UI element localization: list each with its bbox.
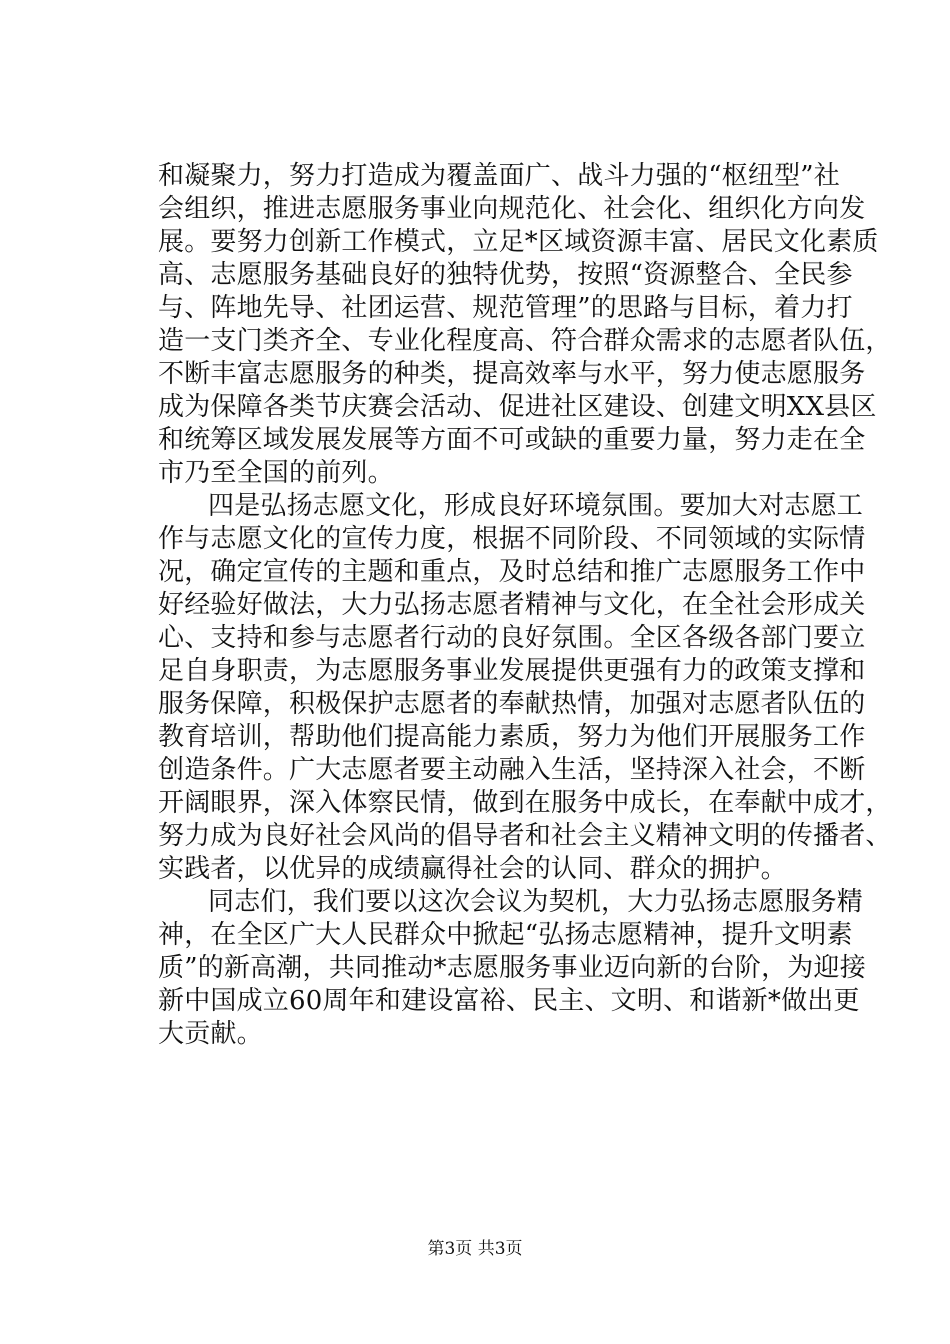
text-line: 实践者，以优异的成绩赢得社会的认同、群众的拥护。	[158, 854, 787, 884]
text-line: 高、志愿服务基础良好的独特优势，按照“资源整合、全民参	[158, 260, 853, 290]
text-line: 会组织，推进志愿服务事业向规范化、社会化、组织化方向发	[158, 194, 866, 224]
text-line: 心、支持和参与志愿者行动的良好氛围。全区各级各部门要立	[158, 623, 866, 653]
text-line: 成为保障各类节庆赛会活动、促进社区建设、创建文明XX县区	[158, 392, 877, 422]
text-line: 质”的新高潮，共同推动*志愿服务事业迈向新的台阶，为迎接	[158, 953, 866, 983]
text-line: 教育培训，帮助他们提高能力素质，努力为他们开展服务工作	[158, 722, 866, 752]
text-line: 和凝聚力，努力打造成为覆盖面广、战斗力强的“枢纽型”社	[158, 161, 840, 191]
text-line: 努力成为良好社会风尚的倡导者和社会主义精神文明的传播者、	[158, 821, 892, 851]
text-line: 与、阵地先导、社团运营、规范管理”的思路与目标，着力打	[158, 293, 853, 323]
text-line: 服务保障，积极保护志愿者的奉献热情，加强对志愿者队伍的	[158, 689, 866, 719]
text-line: 开阔眼界，深入体察民情，做到在服务中成长，在奉献中成才，	[158, 788, 892, 818]
text-line: 不断丰富志愿服务的种类，提高效率与水平，努力使志愿服务	[158, 359, 866, 389]
text-line: 作与志愿文化的宣传力度，根据不同阶段、不同领域的实际情	[158, 524, 866, 554]
paragraph-start-line: 四是弘扬志愿文化，形成良好环境氛围。要加大对志愿工	[208, 491, 864, 521]
page-footer: 第3页 共3页	[427, 1239, 523, 1259]
text-line: 和统筹区域发展发展等方面不可或缺的重要力量，努力走在全	[158, 425, 866, 455]
text-line: 新中国成立60周年和建设富裕、民主、文明、和谐新*做出更	[158, 986, 860, 1016]
text-line: 好经验好做法，大力弘扬志愿者精神与文化，在全社会形成关	[158, 590, 866, 620]
text-line: 市乃至全国的前列。	[158, 458, 394, 488]
text-line: 足自身职责，为志愿服务事业发展提供更强有力的政策支撑和	[158, 656, 866, 686]
paragraph-start-line: 同志们，我们要以这次会议为契机，大力弘扬志愿服务精	[208, 887, 864, 917]
text-line: 况，确定宣传的主题和重点，及时总结和推广志愿服务工作中	[158, 557, 866, 587]
text-line: 神，在全区广大人民群众中掀起“弘扬志愿精神，提升文明素	[158, 920, 853, 950]
text-line: 展。要努力创新工作模式，立足*区域资源丰富、居民文化素质	[158, 227, 879, 257]
text-line: 创造条件。广大志愿者要主动融入生活，坚持深入社会，不断	[158, 755, 866, 785]
text-line: 大贡献。	[158, 1019, 263, 1049]
text-line: 造一支门类齐全、专业化程度高、符合群众需求的志愿者队伍，	[158, 326, 892, 356]
body-text	[158, 160, 892, 1051]
